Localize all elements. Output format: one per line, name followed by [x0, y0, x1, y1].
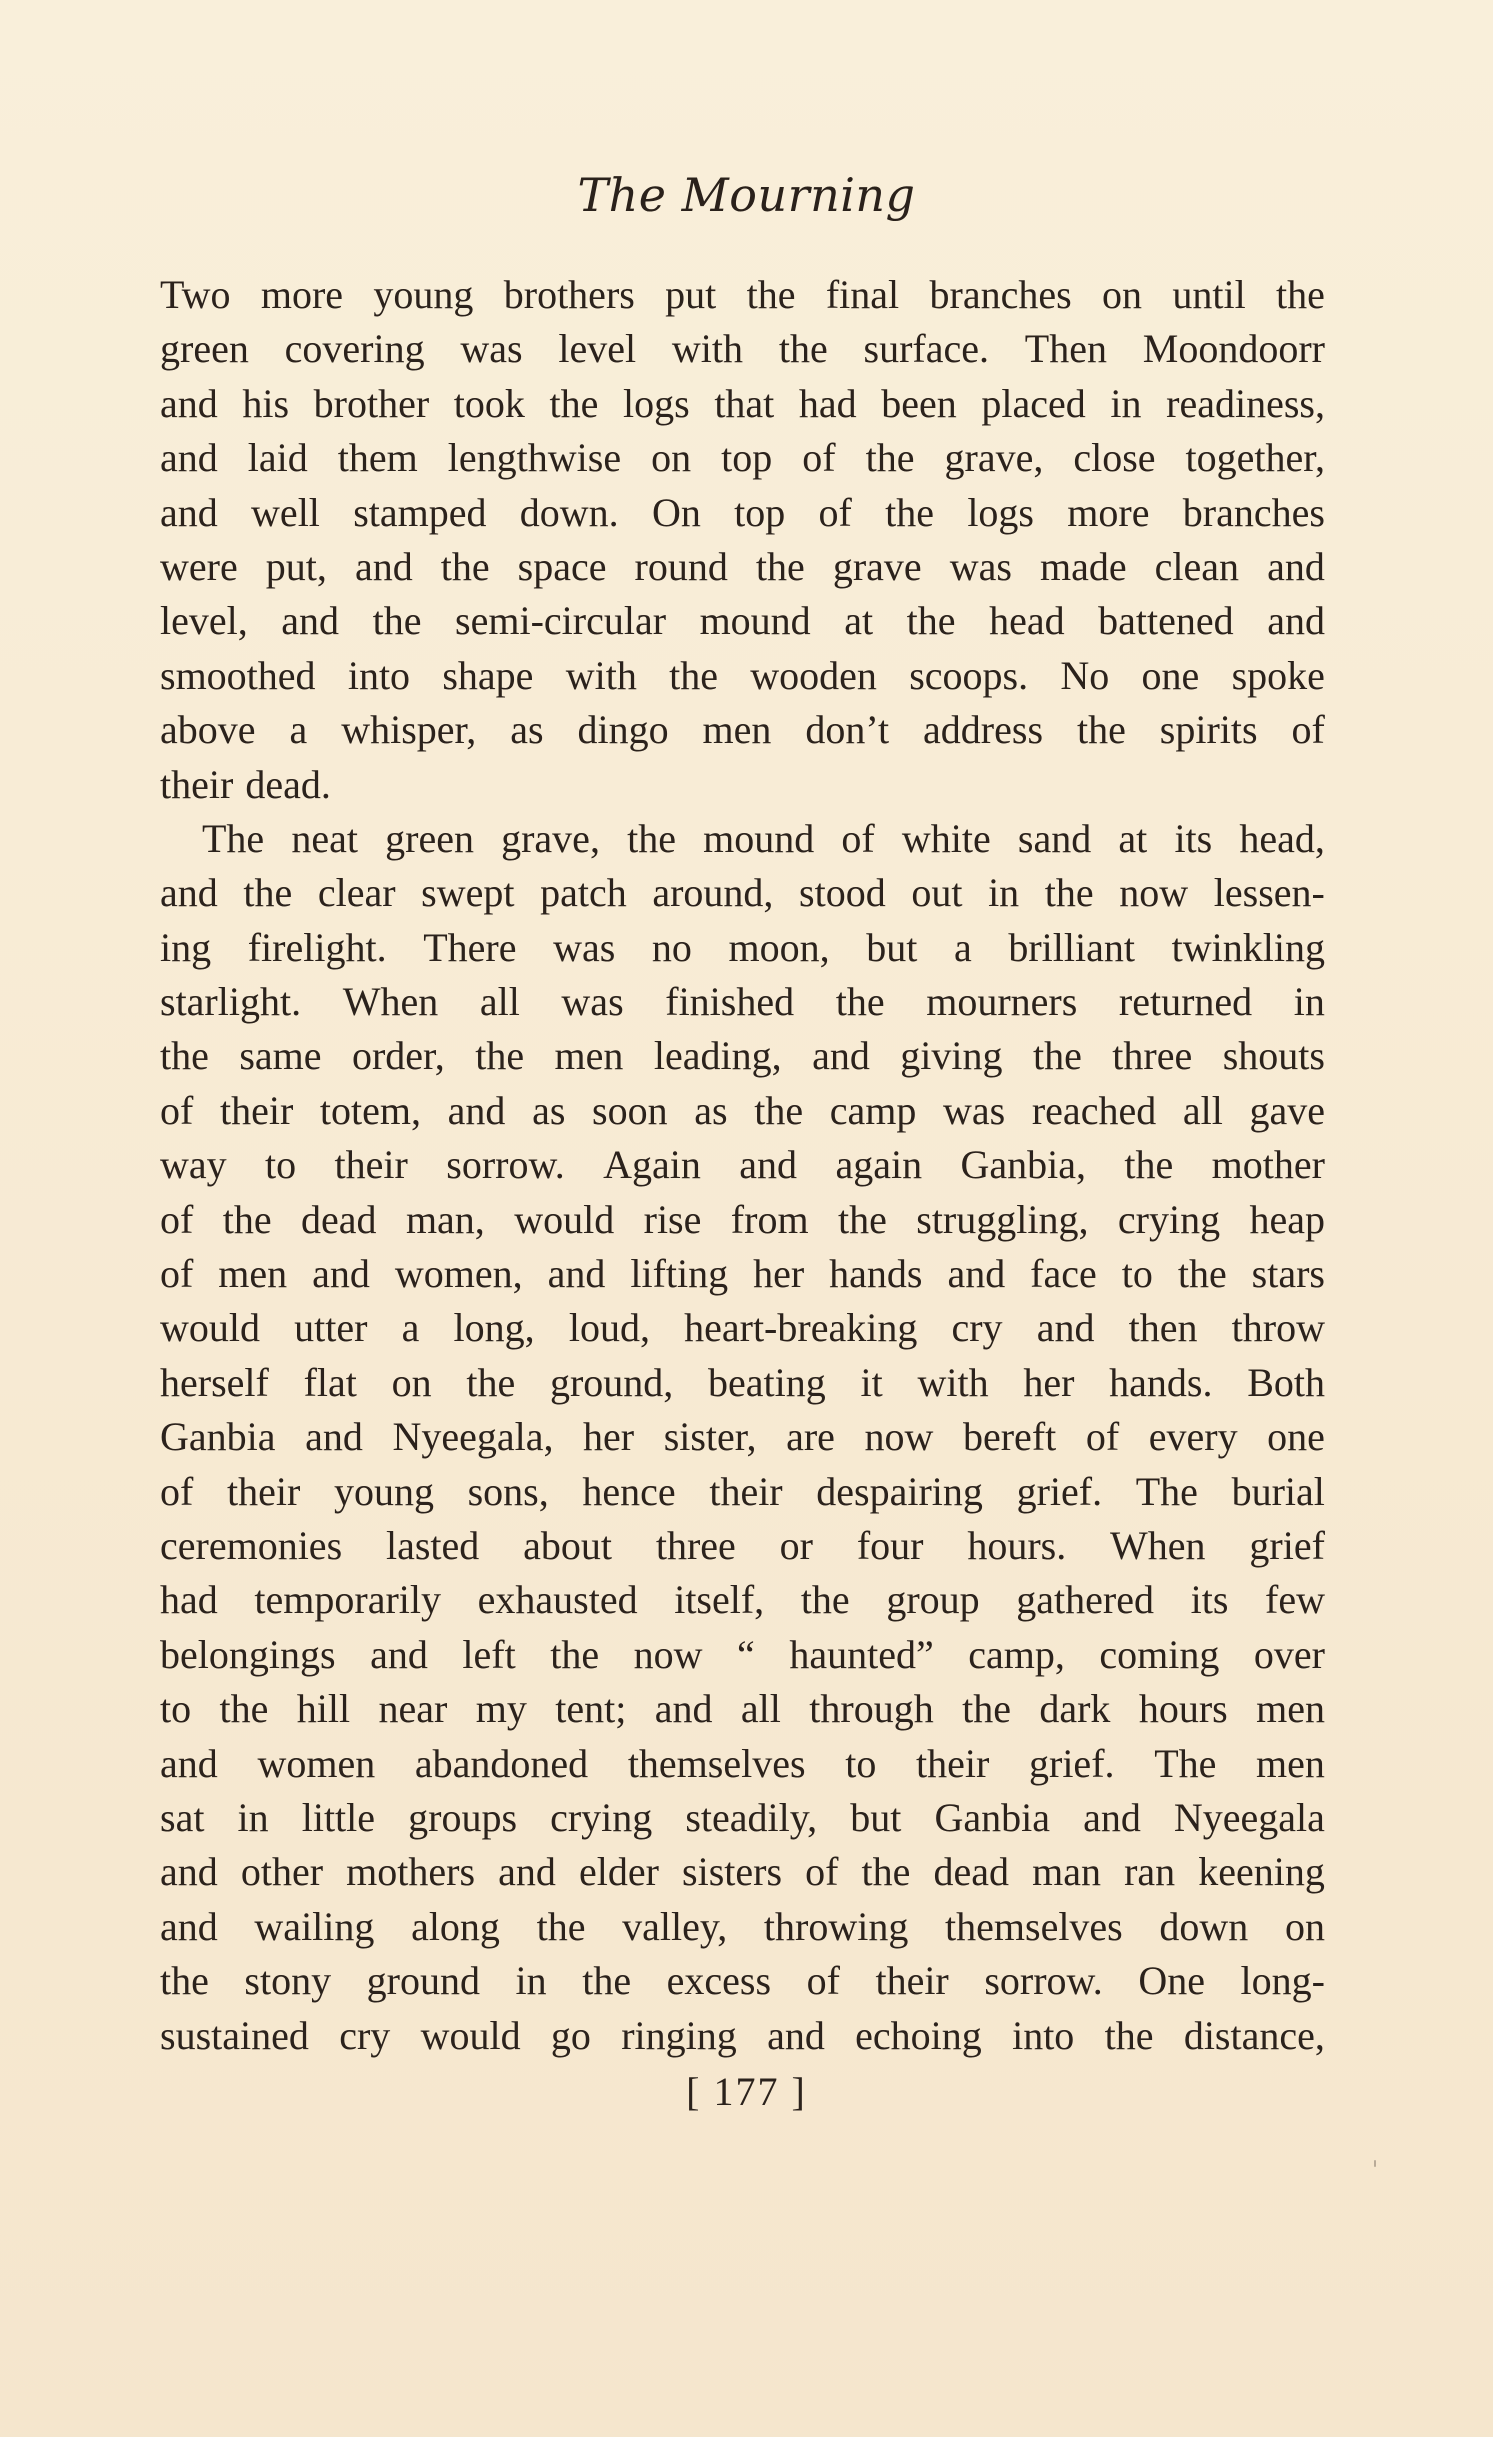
- text-line: ing firelight. There was no moon, but a brilliant twinkling: [160, 924, 1325, 970]
- text-line: of their young sons, hence their despairing grief. The burial: [160, 1468, 1325, 1514]
- text-line: belongings and left the now “ haunted” camp, coming over: [160, 1631, 1325, 1677]
- text-line: had temporarily exhausted itself, the group gathered its few: [160, 1577, 1325, 1623]
- text-line: and other mothers and elder sisters of the dead man ran keening: [160, 1849, 1325, 1895]
- text-line: way to their sorrow. Again and again Ganbia, the mother: [160, 1142, 1325, 1188]
- text-line: sustained cry would go ringing and echoing into the distance,: [160, 2012, 1325, 2058]
- text-line: their dead.: [160, 761, 331, 807]
- text-line: and laid them lengthwise on top of the grave, close together,: [160, 435, 1325, 481]
- text-line: and his brother took the logs that had been placed in readiness,: [160, 380, 1325, 426]
- text-line: smoothed into shape with the wooden scoops. No one spoke: [160, 652, 1325, 698]
- text-line: above a whisper, as dingo men don’t address the spirits of: [160, 707, 1325, 753]
- text-line: and the clear swept patch around, stood out in the now lessen-: [160, 870, 1325, 916]
- text-line: and women abandoned themselves to their grief. The men: [160, 1740, 1325, 1786]
- text-line: Ganbia and Nyeegala, her sister, are now bereft of every one: [160, 1414, 1325, 1460]
- text-line: and well stamped down. On top of the logs more branches: [160, 489, 1325, 535]
- text-line: Two more young brothers put the final branches on until the: [160, 272, 1325, 317]
- text-line: of men and women, and lifting her hands and face to the stars: [160, 1251, 1325, 1297]
- text-line: ceremonies lasted about three or four hours. When grief: [160, 1522, 1325, 1568]
- text-line: sat in little groups crying steadily, but Ganbia and Nyeegala: [160, 1794, 1325, 1840]
- text-line: green covering was level with the surface. Then Moondoorr: [160, 326, 1325, 372]
- text-line: the stony ground in the excess of their sorrow. One long-: [160, 1958, 1325, 2004]
- body-text: [160, 268, 1325, 2063]
- text-line: The neat green grave, the mound of white sand at its head,: [202, 815, 1325, 861]
- text-line: starlight. When all was finished the mourners returned in: [160, 979, 1325, 1025]
- text-line: were put, and the space round the grave was made clean and: [160, 543, 1325, 589]
- paper-speck: [1374, 2160, 1376, 2167]
- text-line: of the dead man, would rise from the struggling, crying heap: [160, 1196, 1325, 1242]
- text-line: to the hill near my tent; and all through the dark hours men: [160, 1686, 1325, 1732]
- page-number: [ 177 ]: [686, 2069, 807, 2114]
- text-line: of their totem, and as soon as the camp was reached all gave: [160, 1087, 1325, 1133]
- text-line: and wailing along the valley, throwing themselves down on: [160, 1903, 1325, 1949]
- text-line: herself flat on the ground, beating it with her hands. Both: [160, 1359, 1325, 1405]
- running-head: The Mourning: [577, 168, 916, 222]
- text-line: the same order, the men leading, and giving the three shouts: [160, 1033, 1325, 1079]
- text-line: would utter a long, loud, heart-breaking cry and then throw: [160, 1305, 1325, 1351]
- text-line: level, and the semi-circular mound at the head battened and: [160, 598, 1325, 644]
